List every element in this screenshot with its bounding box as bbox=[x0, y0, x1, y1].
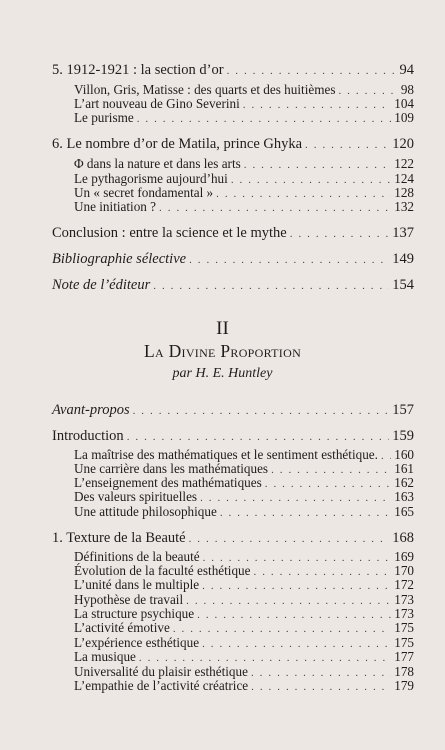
dot-leader bbox=[381, 451, 391, 462]
dot-leader bbox=[216, 189, 391, 200]
toc-entry-page: 177 bbox=[394, 649, 414, 664]
toc-entry-page: 161 bbox=[394, 461, 414, 476]
toc-entry-sub bbox=[74, 636, 414, 650]
toc-entry-sub bbox=[74, 578, 414, 592]
dot-leader bbox=[227, 66, 397, 77]
toc-entry-sub bbox=[74, 593, 414, 607]
dot-leader bbox=[305, 140, 389, 151]
toc-entry-page: 98 bbox=[400, 82, 414, 97]
toc-entry-section bbox=[52, 429, 414, 444]
dot-leader bbox=[265, 479, 391, 490]
toc-entry-label: Une attitude philosophique bbox=[74, 504, 217, 519]
toc-entry-sub bbox=[74, 665, 414, 679]
dot-leader bbox=[243, 100, 391, 111]
toc-entry-label: Une carrière dans les mathématiques bbox=[74, 461, 269, 476]
toc-entry-sub bbox=[74, 97, 414, 111]
toc-entry-label: Bibliographie sélective bbox=[52, 251, 187, 267]
toc-entry-sub bbox=[74, 111, 414, 125]
toc-entry-page: 120 bbox=[392, 136, 414, 152]
dot-leader bbox=[153, 281, 389, 292]
toc-entry-section bbox=[52, 278, 414, 293]
toc-entry-page: 168 bbox=[392, 530, 414, 546]
dot-leader bbox=[200, 493, 391, 504]
toc-entry-sub bbox=[74, 607, 414, 621]
toc-entry-label: Une initiation ? bbox=[74, 199, 157, 214]
toc-entry-label: Le pythagorisme aujourd’hui bbox=[74, 171, 228, 186]
toc-entry-page: 157 bbox=[392, 402, 414, 418]
toc-entry-label: Évolution de la faculté esthétique bbox=[74, 563, 251, 578]
toc-entry-page: 94 bbox=[399, 62, 414, 78]
toc-entry-label: Un « secret fondamental » bbox=[74, 185, 214, 200]
toc-entry-sub bbox=[74, 476, 414, 490]
toc-entry-sub bbox=[74, 490, 414, 504]
dot-leader bbox=[186, 596, 391, 607]
toc-entry-label: Note de l’éditeur bbox=[52, 277, 151, 293]
toc-entry-sub bbox=[74, 505, 414, 519]
part-author: par H. E. Huntley bbox=[172, 366, 273, 381]
dot-leader bbox=[197, 610, 391, 621]
toc-entry-page: 128 bbox=[394, 185, 414, 200]
toc-entry-label: L’empathie de l’activité créatrice bbox=[74, 678, 249, 693]
toc-entry-section bbox=[52, 226, 414, 241]
dot-leader bbox=[254, 567, 392, 578]
toc-entry-section bbox=[52, 252, 414, 267]
toc-entry-sub bbox=[74, 172, 414, 186]
toc-entry-section bbox=[52, 531, 414, 546]
toc-entry-page: 170 bbox=[394, 563, 414, 578]
dot-leader bbox=[290, 229, 390, 240]
toc-entry-page: 162 bbox=[394, 475, 414, 490]
part-numeral: II bbox=[216, 318, 229, 339]
dot-leader bbox=[338, 86, 397, 97]
toc-entry-label: Avant-propos bbox=[52, 402, 130, 418]
toc-entry-page: 175 bbox=[394, 635, 414, 650]
toc-entry-label: Universalité du plaisir esthétique bbox=[74, 664, 248, 679]
toc-entry-sub bbox=[74, 83, 414, 97]
dot-leader bbox=[251, 682, 391, 693]
dot-leader bbox=[189, 534, 390, 545]
toc-entry-page: 160 bbox=[394, 447, 414, 462]
toc-entry-page: 165 bbox=[394, 504, 414, 519]
dot-leader bbox=[202, 639, 391, 650]
toc-entry-page: 132 bbox=[394, 199, 414, 214]
toc-entry-label: L’unité dans le multiple bbox=[74, 577, 200, 592]
dot-leader bbox=[271, 465, 391, 476]
dot-leader bbox=[173, 624, 391, 635]
toc-entry-sub bbox=[74, 462, 414, 476]
dot-leader bbox=[231, 175, 391, 186]
dot-leader bbox=[133, 406, 390, 417]
dot-leader bbox=[137, 114, 392, 125]
toc-entry-sub bbox=[74, 448, 414, 462]
toc-entry-page: 109 bbox=[394, 110, 414, 125]
dot-leader bbox=[251, 668, 391, 679]
dot-leader bbox=[220, 508, 391, 519]
toc-entry-label: L’expérience esthétique bbox=[74, 635, 200, 650]
toc-entry-label: Conclusion : entre la science et le mythe bbox=[52, 225, 287, 241]
toc-entry-label: La musique bbox=[74, 649, 136, 664]
toc-entry-sub bbox=[74, 157, 414, 171]
toc-entry-page: 169 bbox=[394, 549, 414, 564]
toc-entry-label: L’activité émotive bbox=[74, 620, 170, 635]
toc-entry-page: 163 bbox=[394, 489, 414, 504]
toc-entry-page: 179 bbox=[394, 678, 414, 693]
toc-entry-label: 6. Le nombre d’or de Matila, prince Ghyka bbox=[52, 136, 303, 152]
toc-entry-sub bbox=[74, 650, 414, 664]
dot-leader bbox=[202, 581, 391, 592]
toc-entry-page: 173 bbox=[394, 606, 414, 621]
toc-entry-page: 137 bbox=[392, 225, 414, 241]
toc-entry-page: 149 bbox=[392, 251, 414, 267]
toc-entry-label: L’enseignement des mathématiques bbox=[74, 475, 262, 490]
toc-entry-section bbox=[52, 63, 414, 78]
toc-entry-sub bbox=[74, 550, 414, 564]
toc-entry-page: 124 bbox=[394, 171, 414, 186]
toc-entry-label: 5. 1912-1921 : la section d’or bbox=[52, 62, 224, 78]
dot-leader bbox=[139, 653, 391, 664]
toc-entry-page: 159 bbox=[392, 428, 414, 444]
toc-entry-sub bbox=[74, 200, 414, 214]
toc-entry-label: Des valeurs spirituelles bbox=[74, 489, 198, 504]
toc-entry-label: Villon, Gris, Matisse : des quarts et des huitièmes bbox=[74, 82, 336, 97]
toc-entry-section bbox=[52, 403, 414, 418]
toc-entry-label: Définitions de la beauté bbox=[74, 549, 200, 564]
toc-entry-page: 175 bbox=[394, 620, 414, 635]
toc-entry-label: La structure psychique bbox=[74, 606, 195, 621]
toc-entry-label: 1. Texture de la Beauté bbox=[52, 530, 186, 546]
toc-entry-sub bbox=[74, 564, 414, 578]
dot-leader bbox=[127, 432, 390, 443]
dot-leader bbox=[189, 255, 389, 266]
toc-entry-label: Introduction bbox=[52, 428, 124, 444]
toc-entry-label: L’art nouveau de Gino Severini bbox=[74, 96, 240, 111]
toc-entry-label: La maîtrise des mathématiques et le sentiment esthétique. bbox=[74, 447, 378, 462]
toc-entry-page: 173 bbox=[394, 592, 414, 607]
toc-entry-page: 172 bbox=[394, 577, 414, 592]
toc-entry-label: Le purisme bbox=[74, 110, 134, 125]
toc-entry-sub bbox=[74, 186, 414, 200]
toc-entry-page: 104 bbox=[394, 96, 414, 111]
toc-entry-label: Hypothèse de travail bbox=[74, 592, 184, 607]
toc-entry-page: 178 bbox=[394, 664, 414, 679]
toc-entry-sub bbox=[74, 679, 414, 693]
toc-entry-page: 122 bbox=[394, 156, 414, 171]
dot-leader bbox=[159, 203, 391, 214]
toc-entry-label: Φ dans la nature et dans les arts bbox=[74, 156, 241, 171]
toc-entry-section bbox=[52, 137, 414, 152]
toc-entry-sub bbox=[74, 621, 414, 635]
dot-leader bbox=[244, 160, 391, 171]
part-title: La Divine Proportion bbox=[143, 341, 302, 361]
toc-entry-page: 154 bbox=[392, 277, 414, 293]
